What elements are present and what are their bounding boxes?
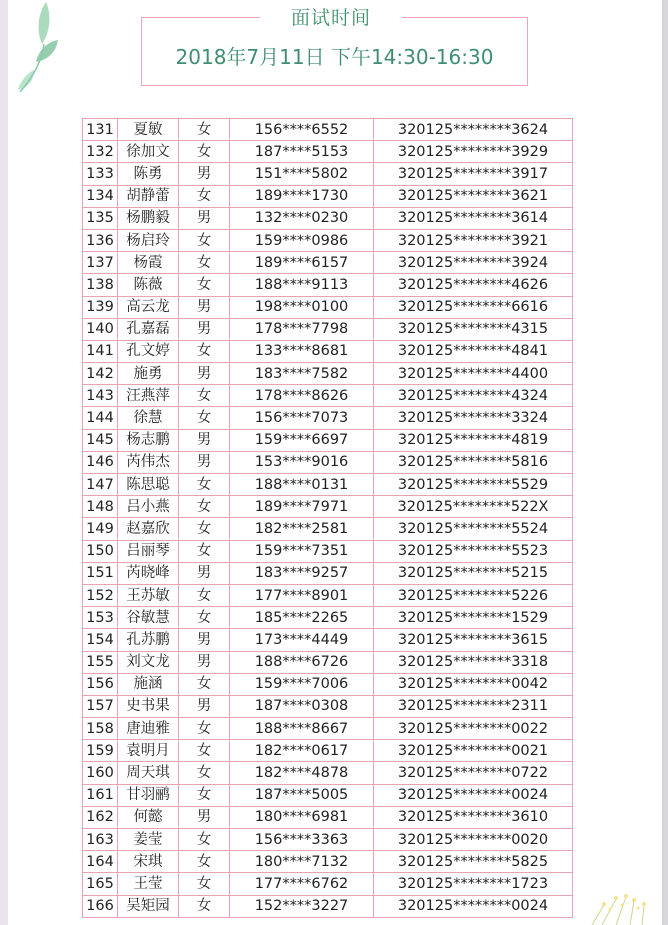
row-number: 147 [83, 474, 118, 496]
row-number: 138 [83, 274, 118, 296]
row-number: 137 [83, 252, 118, 274]
id-number-cell: 320125********3924 [374, 252, 573, 274]
gender-cell: 女 [179, 518, 230, 540]
gender-cell: 女 [179, 762, 230, 784]
gender-cell: 女 [179, 274, 230, 296]
id-number-cell: 320125********2311 [374, 695, 573, 717]
id-number-cell: 320125********4626 [374, 274, 573, 296]
name-cell: 芮晓峰 [118, 562, 179, 584]
name-cell: 唐迪雅 [118, 718, 179, 740]
phone-cell: 159****7006 [230, 673, 374, 695]
row-number: 136 [83, 229, 118, 251]
gender-cell: 男 [179, 629, 230, 651]
table-row [83, 584, 573, 606]
name-cell: 芮伟杰 [118, 451, 179, 473]
table-row [83, 274, 573, 296]
table-row [83, 695, 573, 717]
gender-cell: 男 [179, 651, 230, 673]
table-row [83, 651, 573, 673]
name-cell: 王莹 [118, 873, 179, 895]
table-row [83, 429, 573, 451]
table-row [83, 318, 573, 340]
id-number-cell: 320125********4819 [374, 429, 573, 451]
gender-cell: 男 [179, 318, 230, 340]
phone-cell: 178****8626 [230, 385, 374, 407]
row-number: 165 [83, 873, 118, 895]
name-cell: 陈勇 [118, 163, 179, 185]
gender-cell: 男 [179, 806, 230, 828]
phone-cell: 189****7971 [230, 496, 374, 518]
table-row [83, 474, 573, 496]
gender-cell: 女 [179, 895, 230, 917]
gender-cell: 女 [179, 784, 230, 806]
id-number-cell: 320125********3614 [374, 207, 573, 229]
id-number-cell: 320125********3318 [374, 651, 573, 673]
table-row [83, 540, 573, 562]
gender-cell: 女 [179, 474, 230, 496]
table-row [83, 784, 573, 806]
row-number: 134 [83, 185, 118, 207]
gender-cell: 女 [179, 340, 230, 362]
right-border [662, 0, 668, 925]
table-row [83, 296, 573, 318]
table-row [83, 207, 573, 229]
phone-cell: 180****6981 [230, 806, 374, 828]
id-number-cell: 320125********3615 [374, 629, 573, 651]
phone-cell: 177****8901 [230, 584, 374, 606]
table-row [83, 851, 573, 873]
name-cell: 赵嘉欣 [118, 518, 179, 540]
phone-cell: 187****0308 [230, 695, 374, 717]
phone-cell: 151****5802 [230, 163, 374, 185]
name-cell: 吕丽琴 [118, 540, 179, 562]
gender-cell: 女 [179, 229, 230, 251]
id-number-cell: 320125********3929 [374, 141, 573, 163]
flower-decoration-icon [582, 875, 662, 925]
phone-cell: 159****6697 [230, 429, 374, 451]
name-cell: 刘文龙 [118, 651, 179, 673]
table-row [83, 740, 573, 762]
phone-cell: 180****7132 [230, 851, 374, 873]
gender-cell: 女 [179, 607, 230, 629]
leaf-decoration-icon [8, 0, 68, 95]
name-cell: 高云龙 [118, 296, 179, 318]
phone-cell: 188****6726 [230, 651, 374, 673]
table-row [83, 496, 573, 518]
table-row [83, 829, 573, 851]
gender-cell: 女 [179, 873, 230, 895]
name-cell: 甘羽鹂 [118, 784, 179, 806]
name-cell: 陈思聪 [118, 474, 179, 496]
table-row [83, 518, 573, 540]
row-number: 131 [83, 119, 118, 141]
candidate-table-wrapper [82, 118, 573, 918]
phone-cell: 182****2581 [230, 518, 374, 540]
phone-cell: 159****7351 [230, 540, 374, 562]
name-cell: 杨志鹏 [118, 429, 179, 451]
id-number-cell: 320125********4324 [374, 385, 573, 407]
name-cell: 孔文婷 [118, 340, 179, 362]
id-number-cell: 320125********3324 [374, 407, 573, 429]
phone-cell: 188****0131 [230, 474, 374, 496]
id-number-cell: 320125********3921 [374, 229, 573, 251]
phone-cell: 189****6157 [230, 252, 374, 274]
name-cell: 施涵 [118, 673, 179, 695]
id-number-cell: 320125********5524 [374, 518, 573, 540]
row-number: 153 [83, 607, 118, 629]
row-number: 156 [83, 673, 118, 695]
row-number: 154 [83, 629, 118, 651]
phone-cell: 133****8681 [230, 340, 374, 362]
name-cell: 徐慧 [118, 407, 179, 429]
phone-cell: 153****9016 [230, 451, 374, 473]
id-number-cell: 320125********0020 [374, 829, 573, 851]
name-cell: 杨启玲 [118, 229, 179, 251]
name-cell: 周天琪 [118, 762, 179, 784]
row-number: 144 [83, 407, 118, 429]
name-cell: 胡静蕾 [118, 185, 179, 207]
table-row [83, 895, 573, 917]
row-number: 161 [83, 784, 118, 806]
name-cell: 谷敏慧 [118, 607, 179, 629]
name-cell: 宋琪 [118, 851, 179, 873]
id-number-cell: 320125********3610 [374, 806, 573, 828]
table-row [83, 340, 573, 362]
gender-cell: 男 [179, 363, 230, 385]
gender-cell: 男 [179, 296, 230, 318]
table-row [83, 718, 573, 740]
row-number: 150 [83, 540, 118, 562]
row-number: 149 [83, 518, 118, 540]
name-cell: 王苏敏 [118, 584, 179, 606]
table-row [83, 873, 573, 895]
gender-cell: 女 [179, 829, 230, 851]
name-cell: 吕小燕 [118, 496, 179, 518]
name-cell: 袁明月 [118, 740, 179, 762]
phone-cell: 156****6552 [230, 119, 374, 141]
row-number: 142 [83, 363, 118, 385]
phone-cell: 156****3363 [230, 829, 374, 851]
name-cell: 夏敏 [118, 119, 179, 141]
gender-cell: 女 [179, 119, 230, 141]
gender-cell: 女 [179, 141, 230, 163]
row-number: 158 [83, 718, 118, 740]
row-number: 145 [83, 429, 118, 451]
row-number: 162 [83, 806, 118, 828]
table-row [83, 607, 573, 629]
phone-cell: 188****9113 [230, 274, 374, 296]
phone-cell: 185****2265 [230, 607, 374, 629]
row-number: 141 [83, 340, 118, 362]
row-number: 139 [83, 296, 118, 318]
name-cell: 汪燕萍 [118, 385, 179, 407]
gender-cell: 男 [179, 451, 230, 473]
name-cell: 杨霞 [118, 252, 179, 274]
row-number: 152 [83, 584, 118, 606]
row-number: 163 [83, 829, 118, 851]
gender-cell: 女 [179, 584, 230, 606]
phone-cell: 182****0617 [230, 740, 374, 762]
id-number-cell: 320125********0024 [374, 784, 573, 806]
table-row [83, 363, 573, 385]
name-cell: 孔嘉磊 [118, 318, 179, 340]
row-number: 155 [83, 651, 118, 673]
id-number-cell: 320125********1529 [374, 607, 573, 629]
name-cell: 吴矩园 [118, 895, 179, 917]
id-number-cell: 320125********5523 [374, 540, 573, 562]
id-number-cell: 320125********5816 [374, 451, 573, 473]
gender-cell: 女 [179, 540, 230, 562]
id-number-cell: 320125********0722 [374, 762, 573, 784]
gender-cell: 女 [179, 496, 230, 518]
id-number-cell: 320125********3624 [374, 119, 573, 141]
name-cell: 史书果 [118, 695, 179, 717]
phone-cell: 183****9257 [230, 562, 374, 584]
gender-cell: 男 [179, 207, 230, 229]
phone-cell: 188****8667 [230, 718, 374, 740]
gender-cell: 女 [179, 252, 230, 274]
name-cell: 何懿 [118, 806, 179, 828]
row-number: 164 [83, 851, 118, 873]
candidate-table [82, 118, 573, 918]
gender-cell: 女 [179, 385, 230, 407]
row-number: 140 [83, 318, 118, 340]
interview-time-title: 面试时间 [260, 4, 402, 32]
id-number-cell: 320125********5529 [374, 474, 573, 496]
id-number-cell: 320125********5825 [374, 851, 573, 873]
gender-cell: 女 [179, 407, 230, 429]
phone-cell: 156****7073 [230, 407, 374, 429]
phone-cell: 198****0100 [230, 296, 374, 318]
gender-cell: 女 [179, 718, 230, 740]
phone-cell: 132****0230 [230, 207, 374, 229]
id-number-cell: 320125********5215 [374, 562, 573, 584]
gender-cell: 女 [179, 851, 230, 873]
phone-cell: 183****7582 [230, 363, 374, 385]
table-row [83, 673, 573, 695]
table-row [83, 119, 573, 141]
table-row [83, 629, 573, 651]
phone-cell: 187****5153 [230, 141, 374, 163]
id-number-cell: 320125********5226 [374, 584, 573, 606]
table-row [83, 762, 573, 784]
phone-cell: 187****5005 [230, 784, 374, 806]
gender-cell: 女 [179, 673, 230, 695]
id-number-cell: 320125********522X [374, 496, 573, 518]
interview-datetime: 2018年7月11日 下午14:30-16:30 [175, 45, 494, 69]
id-number-cell: 320125********4315 [374, 318, 573, 340]
table-row [83, 185, 573, 207]
table-row [83, 407, 573, 429]
id-number-cell: 320125********4400 [374, 363, 573, 385]
id-number-cell: 320125********1723 [374, 873, 573, 895]
phone-cell: 159****0986 [230, 229, 374, 251]
table-row [83, 141, 573, 163]
row-number: 151 [83, 562, 118, 584]
id-number-cell: 320125********0024 [374, 895, 573, 917]
name-cell: 徐加文 [118, 141, 179, 163]
phone-cell: 152****3227 [230, 895, 374, 917]
name-cell: 陈薇 [118, 274, 179, 296]
id-number-cell: 320125********0022 [374, 718, 573, 740]
id-number-cell: 320125********4841 [374, 340, 573, 362]
table-row [83, 163, 573, 185]
phone-cell: 178****7798 [230, 318, 374, 340]
row-number: 160 [83, 762, 118, 784]
phone-cell: 173****4449 [230, 629, 374, 651]
name-cell: 孔苏鹏 [118, 629, 179, 651]
phone-cell: 177****6762 [230, 873, 374, 895]
id-number-cell: 320125********3621 [374, 185, 573, 207]
row-number: 157 [83, 695, 118, 717]
name-cell: 杨鹏毅 [118, 207, 179, 229]
name-cell: 施勇 [118, 363, 179, 385]
gender-cell: 女 [179, 740, 230, 762]
table-row [83, 562, 573, 584]
row-number: 166 [83, 895, 118, 917]
row-number: 159 [83, 740, 118, 762]
gender-cell: 男 [179, 695, 230, 717]
id-number-cell: 320125********3917 [374, 163, 573, 185]
gender-cell: 男 [179, 562, 230, 584]
table-row [83, 385, 573, 407]
row-number: 148 [83, 496, 118, 518]
id-number-cell: 320125********0021 [374, 740, 573, 762]
phone-cell: 189****1730 [230, 185, 374, 207]
left-border [0, 0, 8, 925]
table-row [83, 229, 573, 251]
gender-cell: 女 [179, 185, 230, 207]
row-number: 132 [83, 141, 118, 163]
gender-cell: 男 [179, 163, 230, 185]
table-row [83, 252, 573, 274]
id-number-cell: 320125********0042 [374, 673, 573, 695]
table-row [83, 806, 573, 828]
name-cell: 姜莹 [118, 829, 179, 851]
row-number: 146 [83, 451, 118, 473]
id-number-cell: 320125********6616 [374, 296, 573, 318]
phone-cell: 182****4878 [230, 762, 374, 784]
gender-cell: 男 [179, 429, 230, 451]
row-number: 133 [83, 163, 118, 185]
table-row [83, 451, 573, 473]
row-number: 143 [83, 385, 118, 407]
row-number: 135 [83, 207, 118, 229]
